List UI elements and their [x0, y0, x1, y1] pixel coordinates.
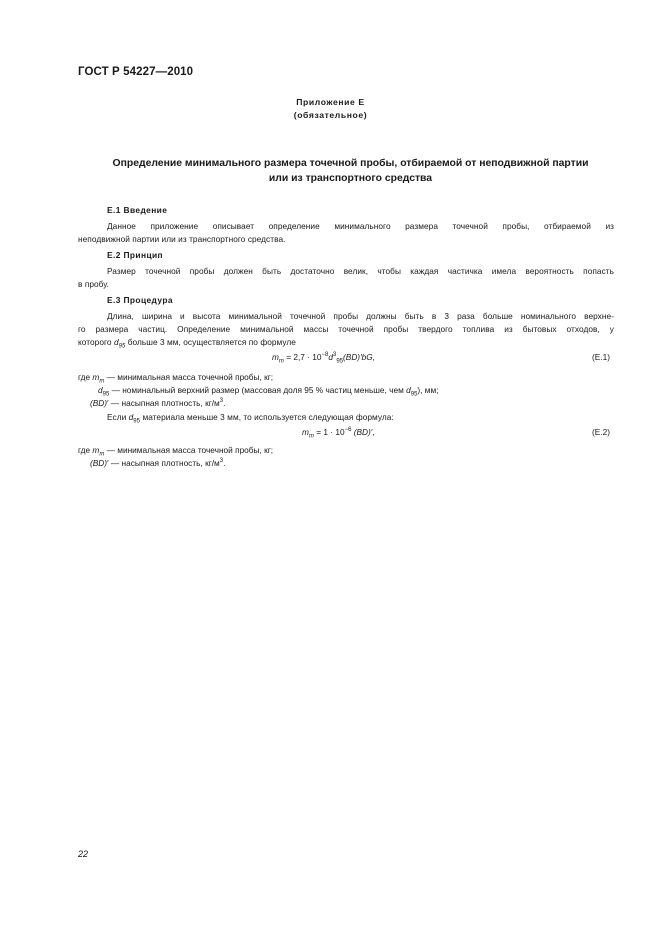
section-e3-paragraph-line-1: Длина, ширина и высота минимальной точечной пробы должны быть в 3 раза больше номинального верхне-	[107, 311, 614, 321]
page-number: 22	[78, 849, 89, 859]
section-e2-paragraph-line-1: Размер точечной пробы должен быть достаточно велик, чтобы каждая частичка имела вероятность попасть	[107, 266, 614, 276]
annex-status: (обязательное)	[293, 110, 368, 120]
annex-title: Приложение Е	[296, 97, 365, 107]
formula-e1-number: (Е.1)	[592, 352, 610, 362]
page-title-line-2: или из транспортного средства	[268, 173, 433, 184]
where2-line-2: (BD)′ — насыпная плотность, $кг/м^3$.	[90, 458, 226, 468]
where1-line-1: где $m_m$ — минимальная масса точечной пробы, кг;	[78, 372, 274, 385]
page-title	[60, 156, 641, 186]
section-e3-paragraph-line-2: го размера частиц. Определение минимальной массы точечной пробы твердого топлива из бытовых отходов, у	[78, 324, 614, 334]
section-e3-paragraph-line-3: которого $d_{95}$ больше 3 мм, осуществляется по формуле	[78, 337, 296, 350]
section-e2-paragraph-line-2: в пробу.	[78, 279, 110, 289]
section-e1-paragraph-line-1: Данное приложение описывает определение минимального размера точечной пробы, отбираемой из	[107, 221, 614, 231]
where1-line-3: (BD)′ — насыпная плотность, $кг/м^3$.	[90, 398, 226, 408]
section-e1-paragraph-line-2: неподвижной партии или из транспортного средства.	[78, 234, 286, 244]
formula-e2-number: (Е.2)	[592, 427, 610, 437]
document-id: ГОСТ Р 54227—2010	[78, 66, 194, 78]
section-e1-heading: Е.1 Введение	[107, 205, 168, 215]
section-e3-heading: Е.3 Процедура	[107, 295, 173, 305]
page-title-line-1: Определение минимального размера точечной пробы, отбираемой от неподвижной партии	[112, 158, 589, 169]
where2-line-1: где $m_m$ — минимальная масса точечной пробы, кг;	[78, 445, 274, 458]
section-e2-heading: Е.2 Принцип	[107, 250, 163, 260]
formula-e1: $m_m = 2,7 \cdot 10^{-8}d^3_{95}(BD)'bG$,	[272, 352, 376, 365]
formula-e2: $m_m = 1 \cdot 10^{-6}$ (BD)′,	[302, 427, 375, 440]
section-e3-paragraph-line-4: Если $d_{95}$ материала меньше 3 мм, то используется следующая формула:	[107, 412, 394, 425]
where1-line-2: $d_{95}$ — номинальный верхний размер (массовая доля 95 % частиц меньше, чем $d_{95}$), мм;	[98, 385, 439, 398]
